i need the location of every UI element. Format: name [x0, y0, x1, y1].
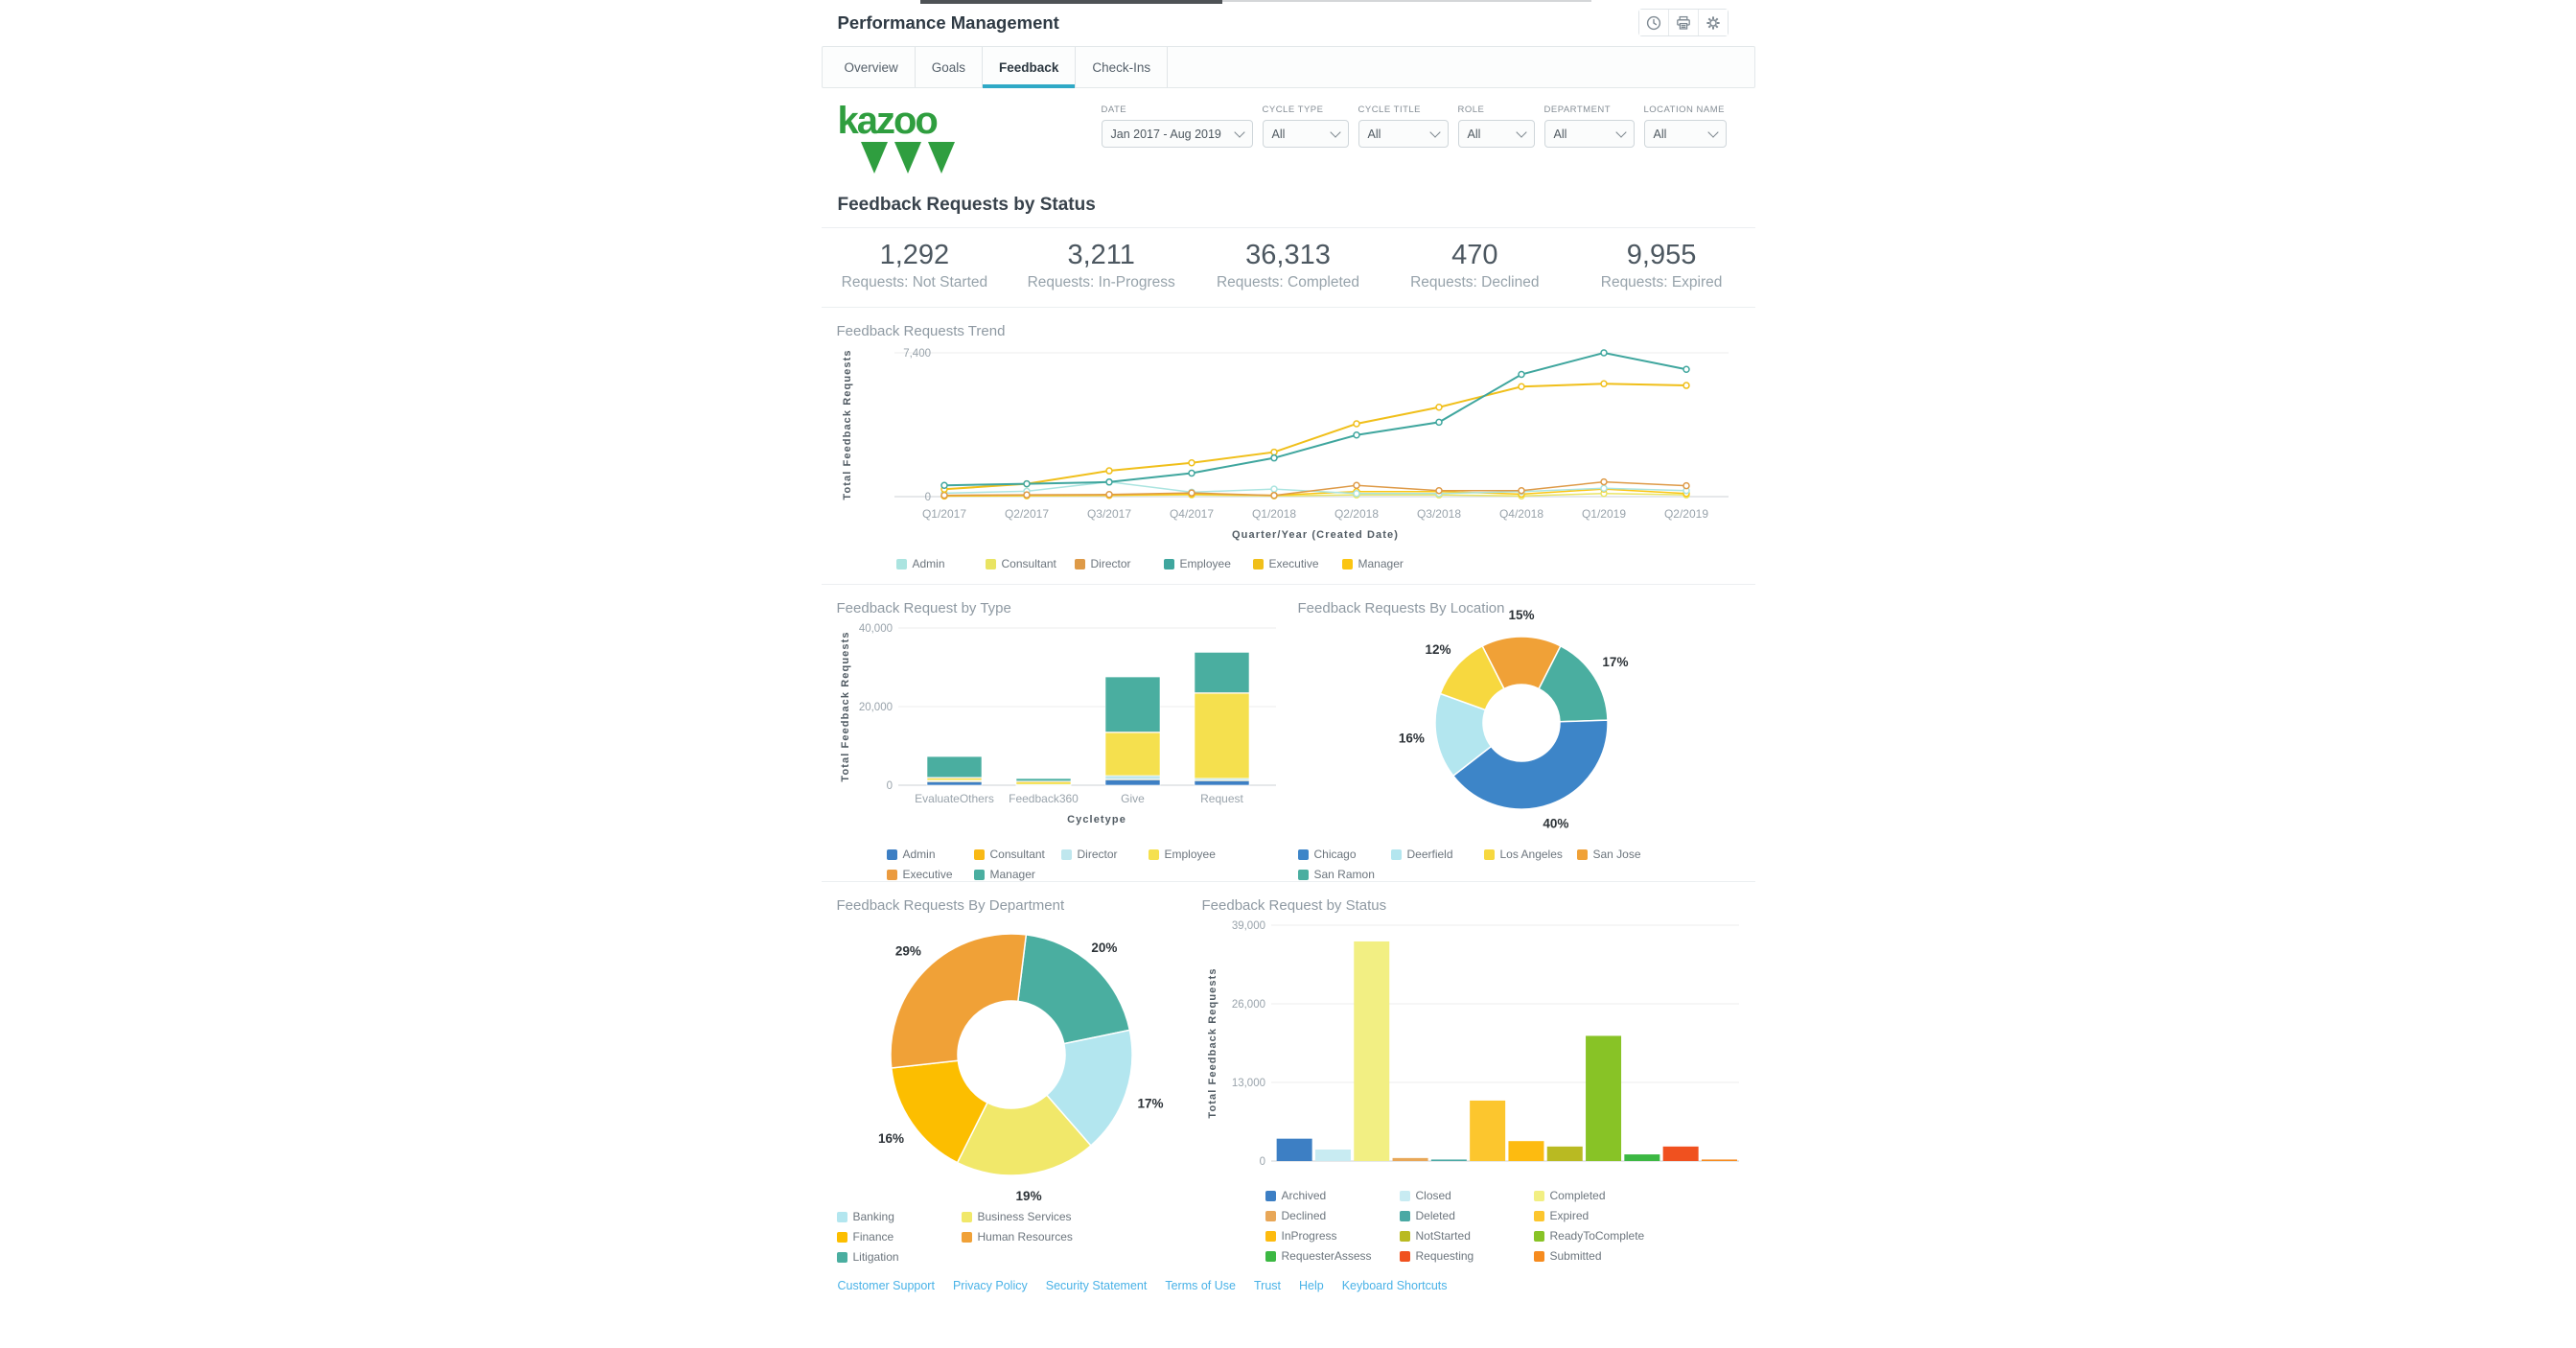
legend-item-admin — [887, 848, 974, 861]
type-panel — [822, 585, 1291, 881]
header — [822, 0, 1755, 41]
filter-bar — [1102, 101, 1727, 174]
legend-item-executive — [887, 868, 974, 881]
footer-links — [822, 1264, 1755, 1292]
footer-link-trust[interactable]: Trust — [1253, 1279, 1281, 1292]
legend-item-consultant — [974, 848, 1061, 861]
svg-text:29%: 29% — [894, 943, 921, 959]
legend-item-declined — [1265, 1209, 1400, 1222]
tab-label: Check-Ins — [1092, 59, 1151, 75]
svg-text:13,000: 13,000 — [1231, 1078, 1265, 1089]
legend-item-completed — [1534, 1189, 1668, 1202]
page-title: Performance Management — [837, 12, 1059, 33]
filter-label: DATE — [1101, 105, 1127, 115]
legend-label: Chicago — [1313, 848, 1357, 861]
schedule-button[interactable] — [1639, 10, 1668, 35]
printer-icon — [1676, 15, 1691, 31]
filter-select-date[interactable] — [1102, 120, 1253, 148]
svg-text:39,000: 39,000 — [1231, 920, 1265, 932]
legend-swatch — [1534, 1191, 1544, 1201]
legend-label: RequesterAssess — [1281, 1249, 1372, 1263]
svg-text:Cycletype: Cycletype — [1066, 814, 1126, 825]
legend-item-inprogress — [1265, 1229, 1400, 1243]
legend-label: Closed — [1415, 1189, 1451, 1202]
legend-swatch — [1075, 559, 1085, 569]
footer-link-help[interactable]: Help — [1299, 1279, 1324, 1292]
svg-text:16%: 16% — [877, 1130, 904, 1146]
tab-label: Feedback — [999, 59, 1059, 75]
gear-icon — [1706, 15, 1721, 31]
trend-legend — [896, 557, 1740, 570]
filter-value: All — [1653, 127, 1667, 141]
tab-bar — [822, 46, 1755, 88]
svg-text:Total Feedback Requests: Total Feedback Requests — [841, 349, 853, 500]
svg-text:Q1/2017: Q1/2017 — [921, 507, 966, 521]
svg-text:16%: 16% — [1398, 731, 1425, 746]
filter-select-role[interactable] — [1458, 120, 1535, 148]
department-panel — [822, 882, 1198, 1264]
filter-location-name — [1644, 105, 1727, 174]
legend-item-deleted — [1400, 1209, 1534, 1222]
filter-value: All — [1271, 127, 1286, 141]
legend-label: Banking — [852, 1210, 894, 1223]
legend-item-employee — [1164, 557, 1253, 570]
legend-swatch — [1149, 849, 1159, 860]
legend-swatch — [1265, 1231, 1276, 1242]
legend-swatch — [1298, 870, 1309, 880]
filter-cycle-title — [1358, 105, 1449, 174]
chevron-down-icon — [1707, 127, 1718, 137]
legend-swatch — [1265, 1191, 1276, 1201]
trend-panel — [822, 323, 1755, 570]
legend-swatch — [962, 1212, 972, 1222]
filter-cycle-type — [1263, 105, 1349, 174]
svg-text:Request: Request — [1199, 792, 1243, 805]
legend-label: San Ramon — [1313, 868, 1375, 881]
legend-item-admin — [896, 557, 986, 570]
kpi-value: 36,313 — [1245, 240, 1331, 270]
trend-chart[interactable] — [837, 343, 1740, 549]
filter-value: All — [1467, 127, 1481, 141]
svg-text:Total Feedback Requests: Total Feedback Requests — [1206, 967, 1218, 1119]
filter-select-cycle-type[interactable] — [1263, 120, 1349, 148]
legend-label: ReadyToComplete — [1549, 1229, 1645, 1243]
kpi-value: 470 — [1451, 240, 1498, 270]
legend-label: Admin — [902, 848, 936, 861]
legend-swatch — [887, 849, 897, 860]
legend-swatch — [837, 1212, 847, 1222]
tab-label: Goals — [931, 59, 966, 75]
tab-check-ins[interactable] — [1076, 47, 1168, 87]
filter-role — [1458, 105, 1535, 174]
legend-label: Employee — [1179, 557, 1231, 570]
legend-item-expired — [1534, 1209, 1668, 1222]
legend-item-san-jose — [1577, 848, 1670, 861]
legend-label: Deerfield — [1406, 848, 1453, 861]
bottom-charts-row — [822, 882, 1755, 1264]
legend-item-chicago — [1298, 848, 1391, 861]
legend-label: Executive — [1268, 557, 1319, 570]
legend-label: San Jose — [1592, 848, 1641, 861]
status-chart-title: Feedback Request by Status — [1201, 897, 1387, 914]
legend-item-closed — [1400, 1189, 1534, 1202]
svg-text:Q1/2019: Q1/2019 — [1581, 507, 1626, 521]
legend-item-banking — [837, 1210, 962, 1223]
kpi-requests-not-started — [822, 240, 1009, 291]
footer-link-privacy-policy[interactable]: Privacy Policy — [952, 1279, 1028, 1292]
filter-department — [1544, 105, 1635, 174]
legend-label: InProgress — [1281, 1229, 1337, 1243]
legend-label: Consultant — [989, 848, 1045, 861]
kpi-value: 9,955 — [1626, 240, 1697, 270]
legend-label: Litigation — [852, 1250, 899, 1264]
svg-text:15%: 15% — [1507, 608, 1535, 622]
legend-label: Admin — [912, 557, 945, 570]
legend-swatch — [1298, 849, 1309, 860]
filter-label: ROLE — [1457, 105, 1485, 115]
svg-text:EvaluateOthers: EvaluateOthers — [914, 792, 994, 805]
filter-label: CYCLE TYPE — [1262, 105, 1324, 115]
triangle-icon — [894, 142, 921, 174]
legend-swatch — [1342, 559, 1353, 569]
legend-item-consultant — [986, 557, 1075, 570]
legend-swatch — [1253, 559, 1264, 569]
middle-charts-row — [822, 585, 1755, 881]
type-chart-title: Feedback Request by Type — [836, 600, 1011, 616]
svg-text:Q2/2017: Q2/2017 — [1004, 507, 1049, 521]
kpi-label: Requests: Expired — [1600, 274, 1723, 291]
legend-swatch — [1265, 1251, 1276, 1262]
legend-label: Expired — [1549, 1209, 1590, 1222]
legend-label: Human Resources — [977, 1230, 1073, 1243]
svg-text:17%: 17% — [1137, 1096, 1164, 1111]
svg-text:17%: 17% — [1601, 655, 1628, 670]
filter-select-department[interactable] — [1544, 120, 1635, 148]
kpi-requests-completed — [1195, 240, 1381, 291]
svg-text:Total Feedback Requests: Total Feedback Requests — [839, 631, 851, 782]
legend-label: Submitted — [1549, 1249, 1602, 1263]
svg-text:Q3/2018: Q3/2018 — [1416, 507, 1461, 521]
svg-text:20,000: 20,000 — [858, 702, 893, 713]
footer-link-keyboard-shortcuts[interactable]: Keyboard Shortcuts — [1341, 1279, 1448, 1292]
kpi-label: Requests: Declined — [1410, 274, 1540, 291]
legend-item-requesting — [1400, 1249, 1534, 1263]
status-legend — [1265, 1189, 1755, 1263]
kpi-row — [822, 228, 1755, 307]
legend-label: Deleted — [1415, 1209, 1455, 1222]
kpi-value: 1,292 — [879, 240, 950, 270]
legend-item-human-resources — [962, 1230, 1163, 1243]
legend-item-director — [1075, 557, 1164, 570]
legend-label: Director — [1077, 848, 1118, 861]
legend-swatch — [837, 1252, 847, 1263]
chevron-down-icon — [1615, 127, 1626, 137]
kpi-label: Requests: Completed — [1216, 274, 1360, 291]
legend-item-director — [1061, 848, 1149, 861]
legend-item-executive — [1253, 557, 1342, 570]
chevron-down-icon — [1429, 127, 1440, 137]
filter-date — [1102, 105, 1253, 174]
filter-select-location-name[interactable] — [1644, 120, 1727, 148]
location-chart-title: Feedback Requests By Location — [1297, 600, 1505, 616]
svg-text:26,000: 26,000 — [1231, 999, 1265, 1011]
legend-label: Employee — [1164, 848, 1216, 861]
status-panel — [1198, 882, 1755, 1264]
legend-label: Manager — [1358, 557, 1404, 570]
filter-value: All — [1553, 127, 1567, 141]
legend-swatch — [962, 1232, 972, 1243]
tab-overview[interactable] — [828, 47, 916, 87]
legend-label: Manager — [989, 868, 1035, 881]
legend-swatch — [1400, 1191, 1410, 1201]
legend-item-finance — [837, 1230, 962, 1243]
svg-text:0: 0 — [886, 780, 893, 792]
legend-swatch — [1400, 1251, 1410, 1262]
legend-item-readytocomplete — [1534, 1229, 1668, 1243]
filter-value: Jan 2017 - Aug 2019 — [1110, 127, 1221, 141]
footer-link-security-statement[interactable]: Security Statement — [1045, 1279, 1148, 1292]
legend-swatch — [1400, 1211, 1410, 1221]
legend-swatch — [1534, 1231, 1544, 1242]
svg-text:0: 0 — [1259, 1156, 1265, 1168]
legend-label: Archived — [1281, 1189, 1327, 1202]
clock-icon — [1646, 15, 1661, 31]
kpi-requests-expired — [1568, 240, 1755, 291]
triangle-icon — [861, 142, 888, 174]
svg-text:Q2/2019: Q2/2019 — [1663, 507, 1708, 521]
kpi-value: 3,211 — [1067, 240, 1135, 270]
legend-label: Los Angeles — [1499, 848, 1563, 861]
svg-text:0: 0 — [924, 492, 931, 503]
legend-label: Completed — [1549, 1189, 1606, 1202]
svg-text:12%: 12% — [1424, 641, 1451, 657]
triangle-icon — [928, 142, 955, 174]
svg-text:Give: Give — [1120, 792, 1145, 805]
legend-swatch — [1577, 849, 1588, 860]
svg-text:19%: 19% — [1015, 1188, 1042, 1203]
legend-label: Business Services — [977, 1210, 1072, 1223]
legend-swatch — [896, 559, 907, 569]
legend-item-requesterassess — [1265, 1249, 1400, 1263]
legend-label: NotStarted — [1415, 1229, 1471, 1243]
legend-swatch — [1061, 849, 1072, 860]
svg-text:Q1/2018: Q1/2018 — [1251, 507, 1296, 521]
kazoo-logo-text: kazoo — [837, 100, 937, 142]
legend-item-notstarted — [1400, 1229, 1534, 1243]
legend-swatch — [1534, 1211, 1544, 1221]
legend-swatch — [1164, 559, 1174, 569]
legend-item-business-services — [962, 1210, 1163, 1223]
legend-swatch — [1400, 1231, 1410, 1242]
filter-value: All — [1367, 127, 1381, 141]
chevron-down-icon — [1330, 127, 1340, 137]
footer-link-terms-of-use[interactable]: Terms of Use — [1165, 1279, 1236, 1292]
legend-item-deerfield — [1391, 848, 1484, 861]
legend-label: Consultant — [1001, 557, 1056, 570]
legend-item-archived — [1265, 1189, 1400, 1202]
kazoo-logo-triangles — [861, 142, 955, 174]
department-chart[interactable] — [837, 918, 1198, 1202]
legend-swatch — [837, 1232, 847, 1243]
settings-button[interactable] — [1698, 10, 1728, 35]
legend-item-employee — [1149, 848, 1236, 861]
legend-swatch — [887, 870, 897, 880]
section-heading: Feedback Requests by Status — [837, 195, 1096, 215]
legend-swatch — [1391, 849, 1402, 860]
legend-item-manager — [974, 868, 1061, 881]
kpi-label: Requests: In-Progress — [1027, 274, 1175, 291]
kpi-requests-in-progress — [1008, 240, 1195, 291]
type-legend — [887, 848, 1291, 881]
legend-item-los-angeles — [1484, 848, 1577, 861]
tab-feedback[interactable] — [983, 47, 1076, 87]
tab-goals[interactable] — [916, 47, 983, 87]
type-chart[interactable] — [837, 620, 1291, 836]
legend-item-submitted — [1534, 1249, 1668, 1263]
location-legend — [1298, 848, 1755, 881]
location-chart[interactable] — [1298, 608, 1755, 840]
filter-select-cycle-title[interactable] — [1358, 120, 1449, 148]
kazoo-logo — [838, 101, 955, 174]
location-panel — [1291, 585, 1755, 881]
filter-label: DEPARTMENT — [1543, 105, 1612, 115]
chevron-down-icon — [1516, 127, 1526, 137]
svg-text:40,000: 40,000 — [858, 623, 893, 635]
legend-label: Requesting — [1415, 1249, 1474, 1263]
footer-link-customer-support[interactable]: Customer Support — [837, 1279, 935, 1292]
svg-text:Q4/2018: Q4/2018 — [1498, 507, 1543, 521]
svg-text:Q4/2017: Q4/2017 — [1169, 507, 1214, 521]
svg-text:7,400: 7,400 — [902, 348, 931, 360]
kpi-label: Requests: Not Started — [841, 274, 988, 291]
kpi-requests-declined — [1381, 240, 1568, 291]
divider — [822, 307, 1755, 308]
legend-swatch — [986, 559, 996, 569]
legend-label: Declined — [1281, 1209, 1327, 1222]
legend-swatch — [1484, 849, 1495, 860]
svg-text:Feedback360: Feedback360 — [1008, 792, 1079, 805]
department-legend — [837, 1210, 1198, 1264]
legend-swatch — [1265, 1211, 1276, 1221]
filter-label: CYCLE TITLE — [1358, 105, 1422, 115]
svg-text:40%: 40% — [1542, 816, 1568, 831]
tab-label: Overview — [844, 59, 898, 75]
print-button[interactable] — [1668, 10, 1698, 35]
dashboard-column — [822, 0, 1755, 1292]
legend-item-san-ramon — [1298, 868, 1391, 881]
trend-chart-title: Feedback Requests Trend — [836, 323, 1006, 339]
legend-item-litigation — [837, 1250, 962, 1264]
status-chart[interactable] — [1202, 918, 1755, 1179]
svg-text:Q2/2018: Q2/2018 — [1334, 507, 1379, 521]
legend-swatch — [974, 870, 985, 880]
chevron-down-icon — [1234, 127, 1244, 137]
filter-label: LOCATION NAME — [1643, 105, 1725, 115]
legend-label: Finance — [852, 1230, 894, 1243]
legend-item-manager — [1342, 557, 1431, 570]
toolbar — [1638, 9, 1729, 36]
legend-swatch — [1534, 1251, 1544, 1262]
svg-text:20%: 20% — [1090, 940, 1117, 955]
svg-text:Q3/2017: Q3/2017 — [1086, 507, 1131, 521]
legend-swatch — [974, 849, 985, 860]
department-chart-title: Feedback Requests By Department — [836, 897, 1065, 914]
svg-text:Quarter/Year (Created Date): Quarter/Year (Created Date) — [1231, 529, 1399, 541]
legend-label: Executive — [902, 868, 953, 881]
brand-filter-row — [822, 88, 1755, 175]
legend-label: Director — [1090, 557, 1131, 570]
